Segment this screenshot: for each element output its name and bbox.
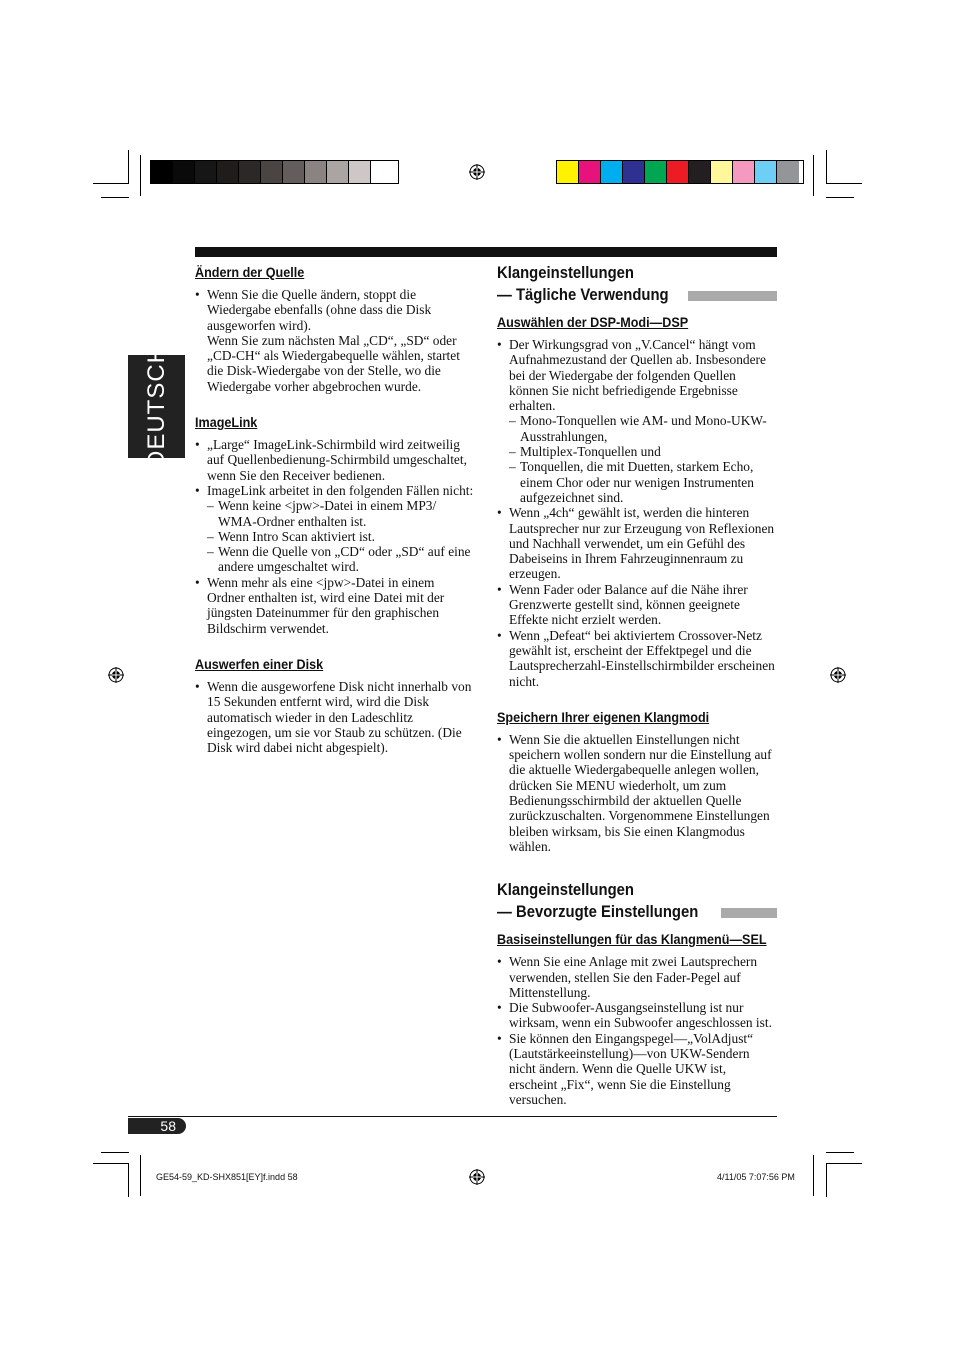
section-heading: ImageLink <box>195 414 258 431</box>
color-swatch <box>667 161 689 183</box>
registration-mark-icon <box>469 164 485 180</box>
bottom-rule <box>128 1116 777 1117</box>
color-swatch <box>371 161 393 183</box>
section-heading: Speichern Ihrer eigenen Klangmodi <box>497 708 710 725</box>
right-column <box>497 262 777 1107</box>
list-item: – Tonquellen, die mit Duetten, starkem Echo, einem Chor oder nur wenigen Instrumenten aufgezeichnet sind. <box>509 459 777 505</box>
color-swatch <box>349 161 371 183</box>
page-number: 58 <box>128 1118 186 1134</box>
crop-mark <box>93 1163 129 1164</box>
footer-timestamp: 4/11/05 7:07:56 PM <box>717 1172 795 1182</box>
color-swatch <box>777 161 799 183</box>
crop-mark <box>128 150 129 184</box>
list-item: • Wenn Fader oder Balance auf die Nähe ihrer Grenzwerte gestellt sind, können geeignete Effekte nicht erzielt werden. <box>497 582 777 628</box>
section-heading: Basiseinstellungen für das Klangmenü—SEL <box>497 931 767 948</box>
crop-mark <box>101 1152 129 1153</box>
crop-mark <box>826 1163 827 1197</box>
list-item: • Wenn Sie die aktuellen Einstellungen nicht speichern wollen sondern nur die Einstellung auf die aktuelle Wiedergabequelle anlegen wollen, drücken Sie MENU wiederholt, um zum Bedienungsschirmbild der aktuellen Quelle zurückzuschalten. Vorgenommene Einstellungen bleiben wirksam, bis Sie einen Klangmodus wählen. <box>497 732 777 854</box>
color-swatch <box>755 161 777 183</box>
color-swatch <box>733 161 755 183</box>
list-item: • Wenn die ausgeworfene Disk nicht innerhalb von 15 Sekunden entfernt wird, wird die Disk automatisch wieder in den Ladeschlitz eingezogen, um sie vor Staub zu schützen. (Die Disk wird dabei nicht abgespielt). <box>195 679 475 755</box>
title-bar <box>721 908 777 918</box>
list-item: • Die Subwoofer-Ausgangseinstellung ist nur wirksam, wenn ein Subwoofer angeschlossen ist. <box>497 1000 777 1031</box>
section-heading: Auswählen der DSP-Modi—DSP <box>497 314 689 330</box>
crop-mark <box>826 197 854 198</box>
color-swatch <box>623 161 645 183</box>
color-swatch <box>151 161 173 183</box>
crop-mark <box>140 155 141 196</box>
registration-mark-icon <box>830 667 846 683</box>
section-heading: Auswerfen einer Disk <box>195 655 324 672</box>
crop-mark <box>826 1152 854 1153</box>
chapter-title: Klangeinstellungen — Tägliche Verwendung <box>497 262 777 306</box>
list-item: – Wenn die Quelle von „CD“ oder „SD“ auf eine andere umgeschaltet wird. <box>207 544 475 575</box>
list-item: • Wenn mehr als eine <jpw>-Datei in einem Ordner enthalten ist, wird eine Datei mit der jüngsten Dateinummer für den graphischen Bildschirm verwendet. <box>195 575 475 636</box>
crop-mark <box>826 1163 862 1164</box>
color-swatch <box>239 161 261 183</box>
bullet-list <box>195 287 475 394</box>
dash-list <box>207 498 475 574</box>
crop-mark <box>101 197 129 198</box>
color-swatch <box>305 161 327 183</box>
color-swatch <box>645 161 667 183</box>
footer-file-name: GE54-59_KD-SHX851[EY]f.indd 58 <box>156 1172 298 1182</box>
bullet-list <box>497 954 777 1107</box>
crop-mark <box>128 1163 129 1197</box>
crop-mark <box>813 155 814 196</box>
color-swatch <box>711 161 733 183</box>
left-column <box>195 262 475 755</box>
title-bar <box>688 291 777 301</box>
bullet-list <box>195 679 475 755</box>
list-item: • Der Wirkungsgrad von „V.Cancel“ hängt vom Aufnahmezustand der Quellen ab. Insbesondere bei der Wiedergabe der folgenden Quellen können Sie nicht befriedigende Ergebnisse erhalten. – Mono-Tonquellen wie AM- und Mono-UKW-Ausstrahlungen, – Multiplex-Tonquellen und – Tonquellen, die mit Duetten, starkem Echo, einem Chor oder nur wenigen Instrumenten aufgezeichnet sind. <box>497 337 777 505</box>
color-calibration-bar <box>556 160 804 184</box>
color-swatch <box>173 161 195 183</box>
color-swatch <box>217 161 239 183</box>
list-item: • Wenn „Defeat“ bei aktiviertem Crossover-Netz gewählt ist, erscheint der Effektpegel und die Lautsprecherzahl-Einstellschirmbilder erscheinen nicht. <box>497 628 777 689</box>
grayscale-bar <box>150 160 399 184</box>
color-swatch <box>579 161 601 183</box>
bullet-list <box>497 337 777 689</box>
top-rule <box>195 247 777 257</box>
list-item: • Wenn Sie die Quelle ändern, stoppt die Wiedergabe ebenfalls (ohne dass die Disk ausgeworfen wird). Wenn Sie zum nächsten Mal „CD“, „SD“ oder „CD-CH“ als Wiedergabequelle wählen, startet die Disk-Wiedergabe von der Stelle, wo die Wiedergabe vorher abgebrochen wurde. <box>195 287 475 394</box>
list-item: • Wenn Sie eine Anlage mit zwei Lautsprechern verwenden, stellen Sie den Fader-Pegel auf Mittenstellung. <box>497 954 777 1000</box>
list-item: – Multiplex-Tonquellen und <box>509 444 777 459</box>
language-tab <box>128 344 185 468</box>
registration-mark-icon <box>469 1169 485 1185</box>
crop-mark <box>826 150 827 184</box>
section-heading: Ändern der Quelle <box>195 264 305 280</box>
color-swatch <box>557 161 579 183</box>
list-item: • Wenn „4ch“ gewählt ist, werden die hinteren Lautsprecher nur zur Erzeugung von Reflexionen und Nachhall verwendet, um ein Gefühl des Dabeiseins in Ihrem Fahrzeuginnenraum zu erzeugen. <box>497 505 777 581</box>
crop-mark <box>826 183 862 184</box>
list-item: – Mono-Tonquellen wie AM- und Mono-UKW-Ausstrahlungen, <box>509 413 777 444</box>
language-tab-label: DEUTSCH <box>142 344 170 468</box>
color-swatch <box>327 161 349 183</box>
color-swatch <box>195 161 217 183</box>
color-swatch <box>601 161 623 183</box>
list-item: – Wenn Intro Scan aktiviert ist. <box>207 529 475 544</box>
list-item: • „Large“ ImageLink-Schirmbild wird zeitweilig auf Quellenbedienung-Schirmbild umgeschaltet, wenn Sie den Receiver bedienen. <box>195 437 475 483</box>
crop-mark <box>813 1155 814 1196</box>
dash-list <box>509 413 777 505</box>
crop-mark <box>93 183 129 184</box>
bullet-list <box>195 437 475 636</box>
color-swatch <box>283 161 305 183</box>
list-item: • ImageLink arbeitet in den folgenden Fällen nicht: – Wenn keine <jpw>-Datei in einem MP3/ WMA-Ordner enthalten ist. – Wenn Intro Scan aktiviert ist. – Wenn die Quelle von „CD“ oder „SD“ auf eine andere umgeschaltet wird. <box>195 483 475 575</box>
list-item: • Sie können den Eingangspegel—„VolAdjust“ (Lautstärkeeinstellung)—von UKW-Sendern nicht ändern. Wenn die Quelle UKW ist, erscheint „Fix“, wenn Sie die Einstellung versuchen. <box>497 1031 777 1107</box>
registration-mark-icon <box>108 667 124 683</box>
chapter-title: Klangeinstellungen — Bevorzugte Einstellungen <box>497 879 777 923</box>
color-swatch <box>689 161 711 183</box>
list-item: – Wenn keine <jpw>-Datei in einem MP3/ WMA-Ordner enthalten ist. <box>207 498 475 529</box>
color-swatch <box>261 161 283 183</box>
bullet-list <box>497 732 777 854</box>
crop-mark <box>140 1155 141 1196</box>
